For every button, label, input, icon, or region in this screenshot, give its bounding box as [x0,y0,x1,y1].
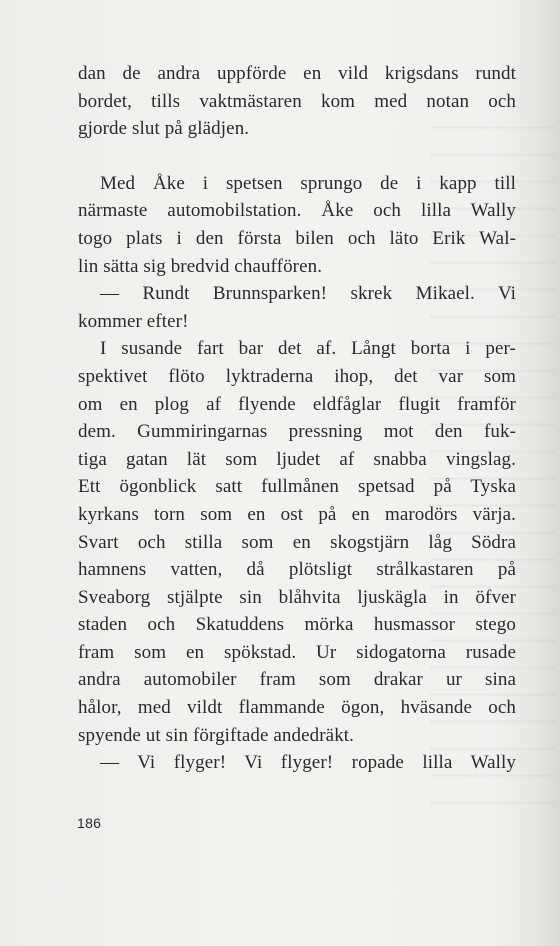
text-line: spyende ut sin förgiftade andedräkt. [78,724,355,746]
text-line: hamnens vatten, då plötsligt strålkastaren på [78,559,516,581]
text-line: andra automobiler fram som drakar ur sina [78,669,516,691]
text-line: staden och Skatuddens mörka husmassor stego [78,614,516,636]
page-number: 186 [77,815,102,831]
text-line: Svart och stilla som en skogstjärn låg Södra [78,531,516,553]
text-line: tiga gatan lät som ljudet af snabba vingslag. [78,448,516,470]
text-line: togo plats i den första bilen och läto Erik Wal- [78,227,516,249]
text-line: om en plog af flyende eldfåglar flugit framför [78,393,516,415]
text-line: lin sätta sig bredvid chauffören. [78,255,323,277]
text-line: — Vi flyger! Vi flyger! ropade lilla Wally [100,752,516,774]
section-break [78,143,516,170]
text-line: kommer efter! [78,310,189,332]
text-line: närmaste automobilstation. Åke och lilla Wally [78,200,516,222]
text-line: Med Åke i spetsen sprungo de i kapp till [100,172,516,194]
text-line: dem. Gummiringarnas pressning mot den fuk- [78,421,516,443]
body-text [78,60,516,777]
text-line: I susande fart bar det af. Långt borta i per- [100,338,516,360]
text-line: bordet, tills vaktmästaren kom med notan och [78,90,516,112]
text-line: kyrkans torn som en ost på en marodörs värja. [78,503,516,525]
text-line: fram som en spökstad. Ur sidogatorna rusade [78,641,516,663]
text-line: Ett ögonblick satt fullmånen spetsad på Tyska [78,476,516,498]
text-line: spektivet flöto lyktraderna ihop, det var som [78,365,516,387]
text-line: Sveaborg stjälpte sin blåhvita ljuskägla in öfver [78,586,516,608]
text-line: hålor, med vildt flammande ögon, hväsande och [78,697,516,719]
text-line: gjorde slut på glädjen. [78,118,250,140]
text-line: — Rundt Brunnsparken! skrek Mikael. Vi [100,283,516,305]
text-line: dan de andra uppförde en vild krigsdans rundt [78,63,516,84]
